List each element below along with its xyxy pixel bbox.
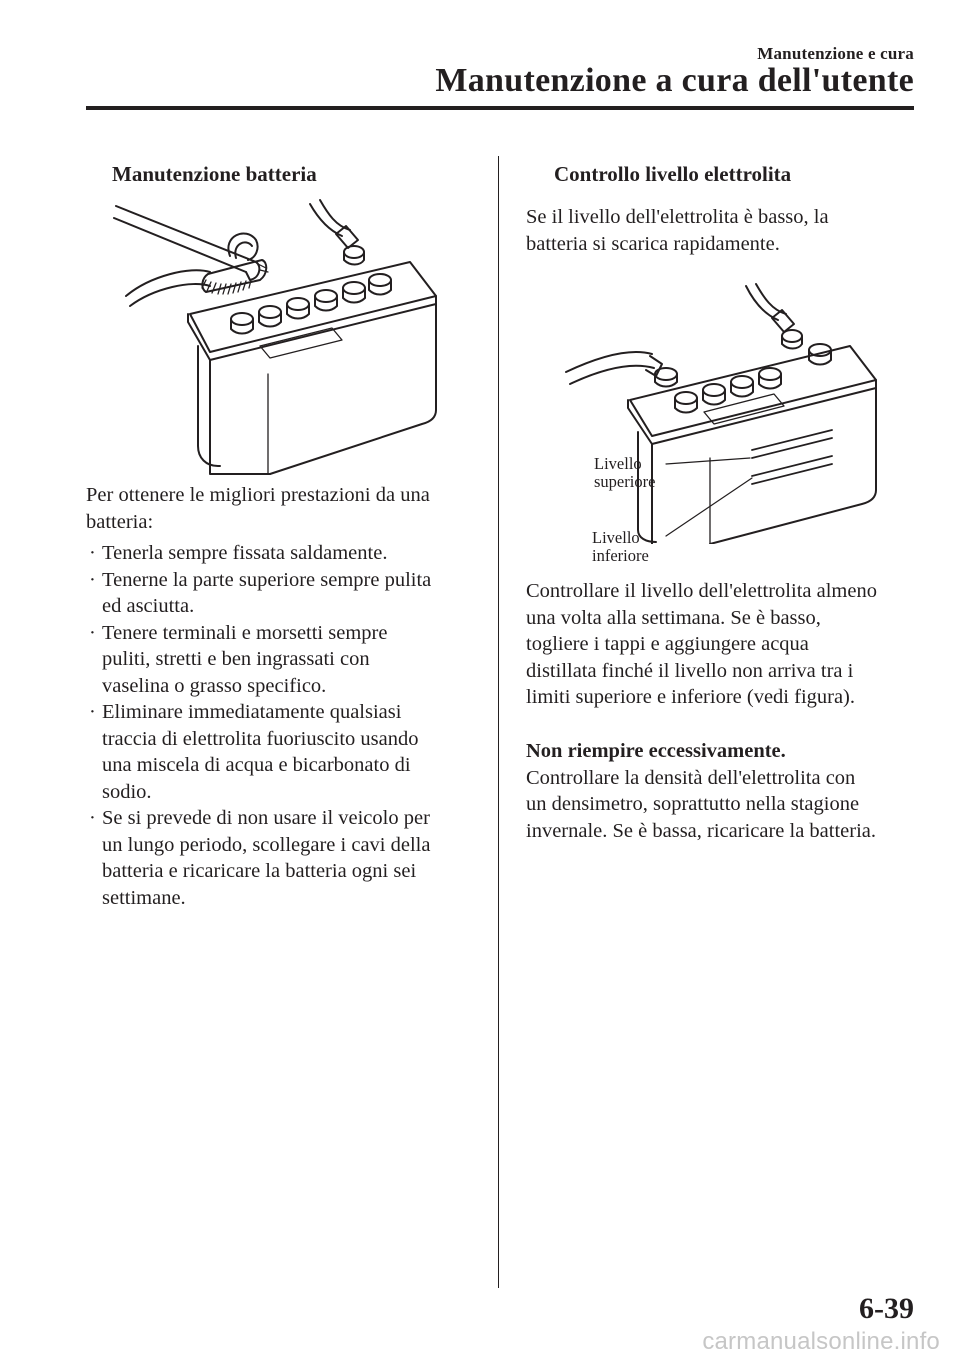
page-number: 6-39: [859, 1292, 914, 1325]
running-header-section: Manutenzione e cura: [757, 44, 914, 63]
right-warning-block: Non riempire eccessivamente. Controllare la densità dell'elettrolita con un densimetro, soprattutto nella stagione invernale. Se è bassa, ricaricare la batteria.: [526, 740, 877, 842]
column-divider: [498, 156, 499, 1288]
left-intro-line: Per ottenere le migliori prestazioni da una: [86, 484, 430, 506]
header-rule: [86, 106, 914, 110]
lower-level-label: Livello inferiore: [592, 528, 649, 565]
list-item: · Se si prevede di non usare il veicolo per un lungo periodo, scollegare i cavi della batteria e ricaricare la batteria ogni sei settimane.: [89, 807, 431, 909]
list-item: · Tenere terminali e morsetti sempre puliti, stretti e ben ingrassati con vaselina o grasso specifico.: [89, 621, 388, 697]
right-intro-line: Se il livello dell'elettrolita è basso, la: [526, 206, 829, 228]
battery-cleaning-illustration: [110, 196, 450, 476]
list-item: · Eliminare immediatamente qualsiasi traccia di elettrolita fuoriuscito usando una miscela di acqua e bicarbonato di sodio.: [89, 701, 419, 803]
overfill-warning: Non riempire eccessivamente.: [526, 740, 786, 762]
watermark: carmanualsonline.info: [702, 1328, 940, 1355]
left-section-title: Manutenzione batteria: [112, 162, 317, 186]
right-section-title: Controllo livello elettrolita: [554, 162, 792, 186]
upper-level-label: Livello superiore: [594, 454, 656, 491]
right-intro-line: batteria si scarica rapidamente.: [526, 232, 780, 255]
running-header-title: Manutenzione a cura dell'utente: [435, 62, 914, 99]
electrolyte-level-illustration: [560, 282, 900, 544]
right-body: Controllare il livello dell'elettrolita almeno una volta alla settimana. Se è basso, togliere i tappi e aggiungere acqua distillata finché il livello non arriva tra i limiti superiore e inferiore (vedi figura).: [526, 580, 877, 708]
list-item: · Tenerne la parte superiore sempre pulita ed asciutta.: [89, 568, 432, 617]
left-intro-line: batteria:: [86, 510, 154, 533]
battery-care-list: [86, 540, 486, 911]
list-item: · Tenerla sempre fissata saldamente.: [89, 542, 388, 564]
